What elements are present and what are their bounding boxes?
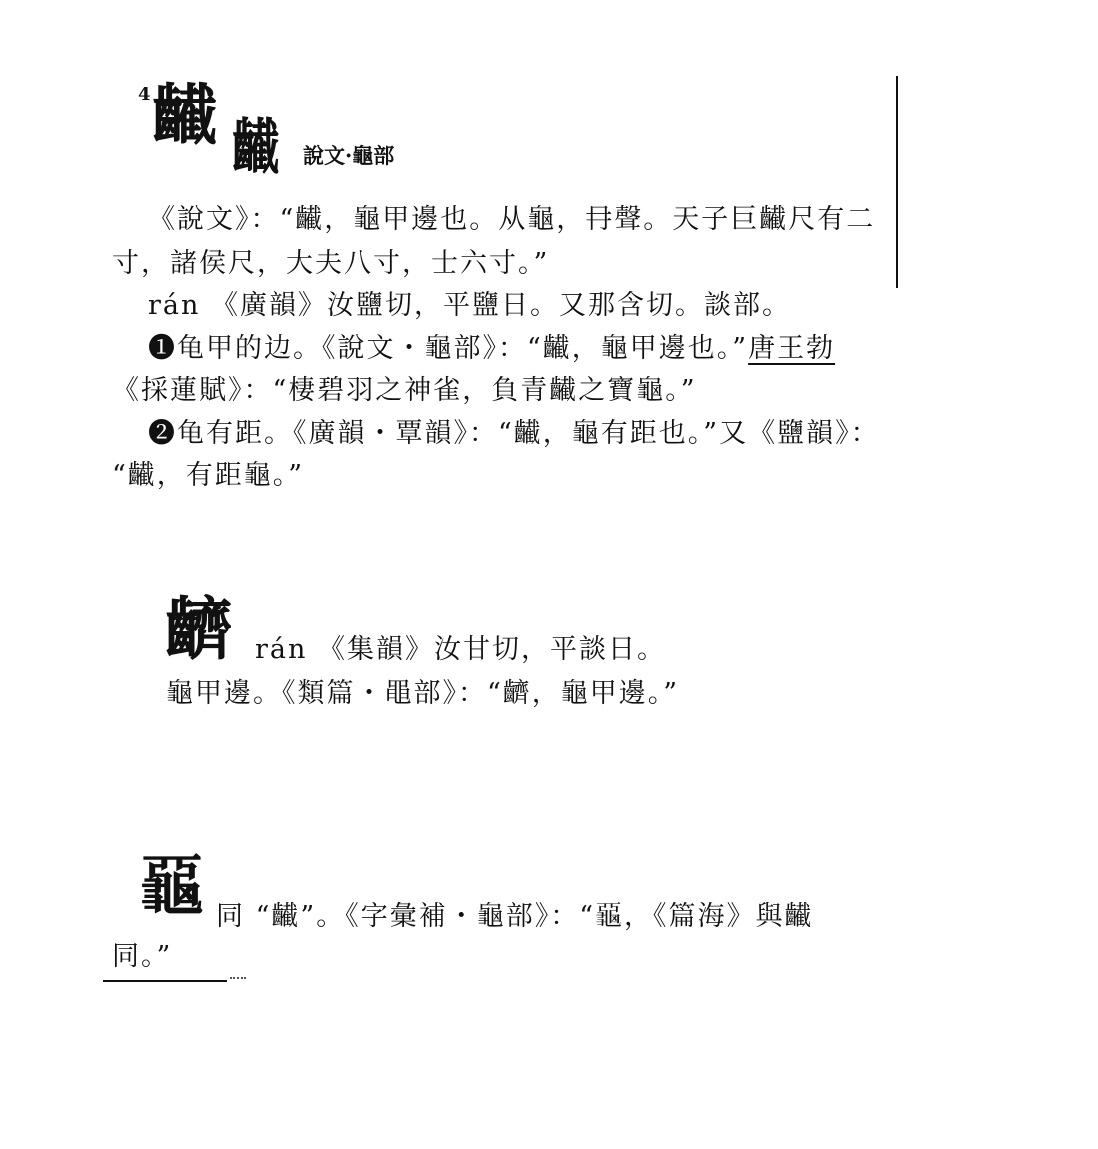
sense-2-line: ❷龟有距。《廣韻・覃韻》：“䶪，龜有距也。”又《鹽韻》： <box>148 418 880 449</box>
seal-script-glyph: 䶪 <box>232 113 280 183</box>
section-rule <box>103 980 227 982</box>
citation-author: 唐王勃 <box>748 333 836 364</box>
column-rule <box>896 76 898 288</box>
seal-source-label: 說文·龜部 <box>303 143 395 168</box>
headword-3: 𪚦 <box>140 850 204 925</box>
headword-2: 䶩 <box>165 590 234 670</box>
entry3-definition: 同 “䶪”。《字彙補・龜部》：“𪚦，《篇海》與䶪 <box>216 901 814 932</box>
definition-line-2: 寸，諸侯尺，大夫八寸，士六寸。” <box>112 248 550 279</box>
definition-line-1: 《說文》：“䶪，龜甲邊也。从龜，冄聲。天子巨䶪尺有二 <box>148 204 876 235</box>
sense-2-quote: “䶪，有距龜。” <box>112 460 305 491</box>
entry3-definition-cont: 同。” <box>112 941 173 972</box>
entry2-pronunciation: rán 《集韻》汝甘切，平談日。 <box>255 634 666 665</box>
headword-1: 䶪 <box>152 76 218 154</box>
section-rule-dots <box>230 977 246 979</box>
sense-1-text: ❶龟甲的边。《說文・龜部》：“䶪，龜甲邊也。” <box>148 333 749 364</box>
sense-1-line <box>148 335 835 362</box>
entry-number: 4 <box>138 84 151 105</box>
pronunciation-line: rán 《廣韻》汝鹽切，平鹽日。又那含切。談部。 <box>148 290 791 321</box>
sense-1-quote: 《採蓮賦》：“棲碧羽之神雀，負青䶪之寶龜。” <box>112 375 697 406</box>
entry2-definition: 龜甲邊。《類篇・黽部》：“䶩，龜甲邊。” <box>166 678 680 709</box>
